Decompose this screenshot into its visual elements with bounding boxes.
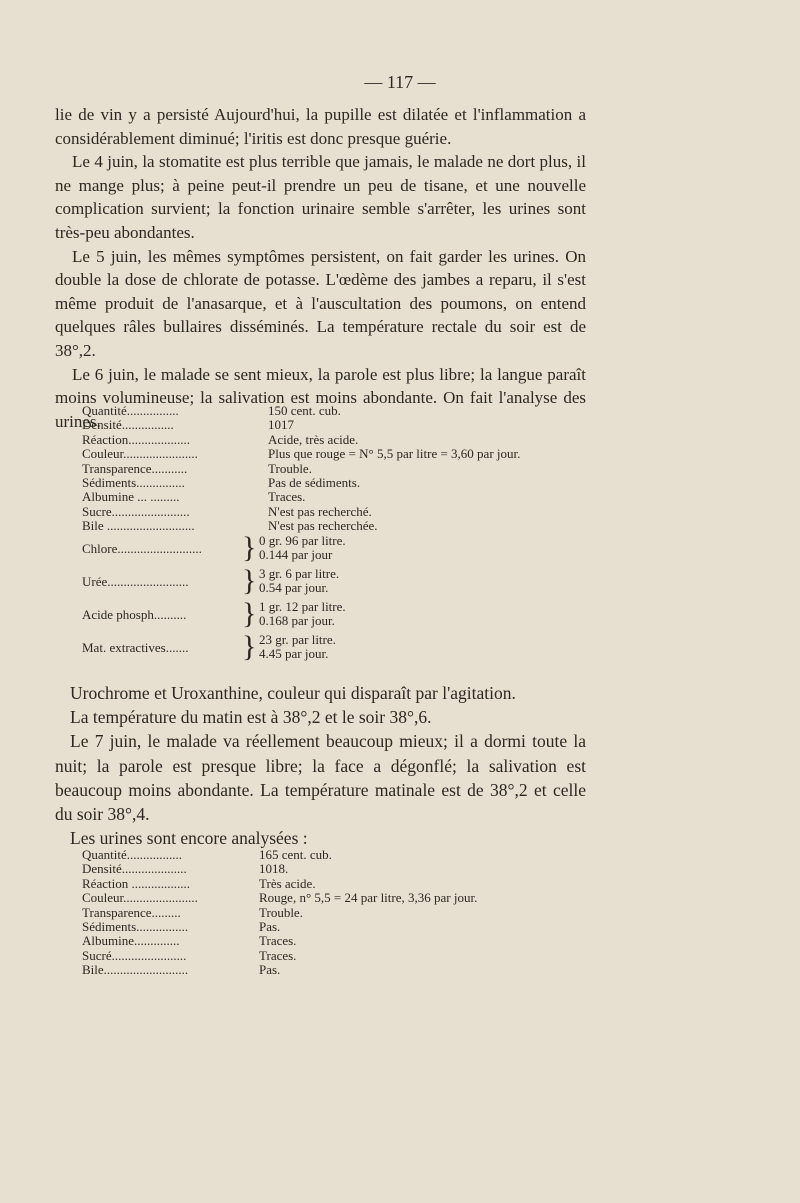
row-label: Couleur....................... (82, 890, 198, 906)
row-label: Sucré....................... (82, 947, 187, 963)
row-label: Acide phosph.......... (82, 606, 187, 622)
row-value: 0.168 par jour. (259, 612, 335, 628)
row-label: Urée......................... (82, 573, 189, 589)
brace-glyph: } (242, 596, 257, 630)
row-label: Sédiments................ (82, 918, 189, 934)
row-label: Chlore.......................... (82, 540, 202, 556)
paragraph: Le 4 juin, la stomatite est plus terrible que jamais, le malade ne dort plus, il ne mange plus; à peine peut-il prendre un peu de tisane, et une nouvelle complication survient; la fonction urinaire semble s'arrêter, les urines sont très-peu abondantes. (55, 152, 586, 242)
row-value: Trouble. (268, 460, 312, 476)
row-value: Traces. (259, 947, 297, 963)
row-label: Sédiments............... (82, 474, 185, 490)
row-label: Couleur....................... (82, 446, 198, 462)
row-label: Transparence......... (82, 904, 181, 920)
brace-glyph: } (242, 563, 257, 597)
paragraph: Les urines sont encore analysées : (70, 828, 308, 849)
row-value: Plus que rouge = N° 5,5 par litre = 3,60 par jour. (268, 446, 521, 462)
row-value: 1 gr. 12 par litre. (259, 598, 346, 614)
row-label: Quantité................. (82, 847, 183, 862)
paragraph: Le 5 juin, les mêmes symptômes persistent, on fait garder les urines. On double la dose de chlorate de potasse. L'œdème des jambes a reparu, il s'est même produit de l'anasarque, et à l'auscultation des poumons, on entend quelques râles bullaires disséminés. La température rectale du soir est de 38°,2. (55, 246, 586, 360)
page-number: — 117 — (364, 72, 436, 92)
row-value: N'est pas recherché. (268, 503, 372, 519)
row-label: Densité................ (82, 417, 174, 433)
paragraph-block-1 (55, 103, 586, 433)
row-value: 0.144 par jour (259, 546, 333, 562)
row-label: Densité.................... (82, 861, 187, 877)
row-value: 0.54 par jour. (259, 579, 329, 595)
row-label: Bile.......................... (82, 962, 189, 978)
brace-glyph: } (242, 629, 257, 663)
row-label: Albumine ... ......... (82, 489, 180, 505)
row-value: 0 gr. 96 par litre. (259, 532, 346, 548)
row-label: Transparence........... (82, 460, 188, 476)
row-value: Pas. (259, 962, 281, 978)
row-value: Traces. (268, 489, 306, 505)
paragraph: Urochrome et Uroxanthine, couleur qui disparaît par l'agitation. (70, 683, 516, 703)
row-label: Bile ........................... (82, 518, 195, 534)
row-value: Acide, très acide. (268, 431, 359, 447)
row-value: Pas. (259, 918, 281, 934)
row-label: Albumine.............. (82, 933, 180, 949)
row-label: Quantité................ (82, 403, 179, 418)
row-value: 1018. (259, 861, 289, 877)
row-value: Très acide. (259, 875, 316, 891)
row-value: 3 gr. 6 par litre. (259, 565, 340, 581)
row-label: Mat. extractives....... (82, 639, 189, 655)
row-value: Traces. (259, 933, 297, 949)
row-value: Trouble. (259, 904, 303, 920)
paragraph-block-2 (55, 681, 586, 850)
row-value: 23 gr. par litre. (259, 631, 336, 647)
row-value: 165 cent. cub. (259, 847, 332, 862)
row-value: 1017 (268, 417, 294, 433)
row-label: Réaction .................. (82, 875, 190, 891)
row-value: Rouge, n° 5,5 = 24 par litre, 3,36 par jour. (259, 890, 478, 906)
row-value: Pas de sédiments. (268, 474, 361, 490)
paragraph: Le 6 juin, le malade se sent mieux, la parole est plus libre; la langue paraît moins volumineuse; la salivation est moins abondante. On fait l'analyse des urines. (55, 364, 586, 431)
paragraph: lie de vin y a persisté Aujourd'hui, la pupille est dilatée et l'inflammation a considérablement diminué; l'iritis est donc presque guérie. (55, 105, 586, 148)
row-label: Réaction................... (82, 431, 190, 447)
row-value: N'est pas recherchée. (268, 518, 378, 534)
brace-glyph: } (242, 530, 257, 564)
row-value: 150 cent. cub. (268, 403, 341, 418)
paragraph: Le 7 juin, le malade va réellement beaucoup mieux; il a dormi toute la nuit; la parole est presque libre; la face a dégonflé; la salivation est beaucoup moins abondante. La température matinale est de 38°,2 et celle du soir 38°,4. (55, 731, 586, 825)
row-label: Sucre........................ (82, 503, 190, 519)
paragraph: La température du matin est à 38°,2 et le soir 38°,6. (70, 707, 432, 728)
row-value: 4.45 par jour. (259, 645, 329, 661)
